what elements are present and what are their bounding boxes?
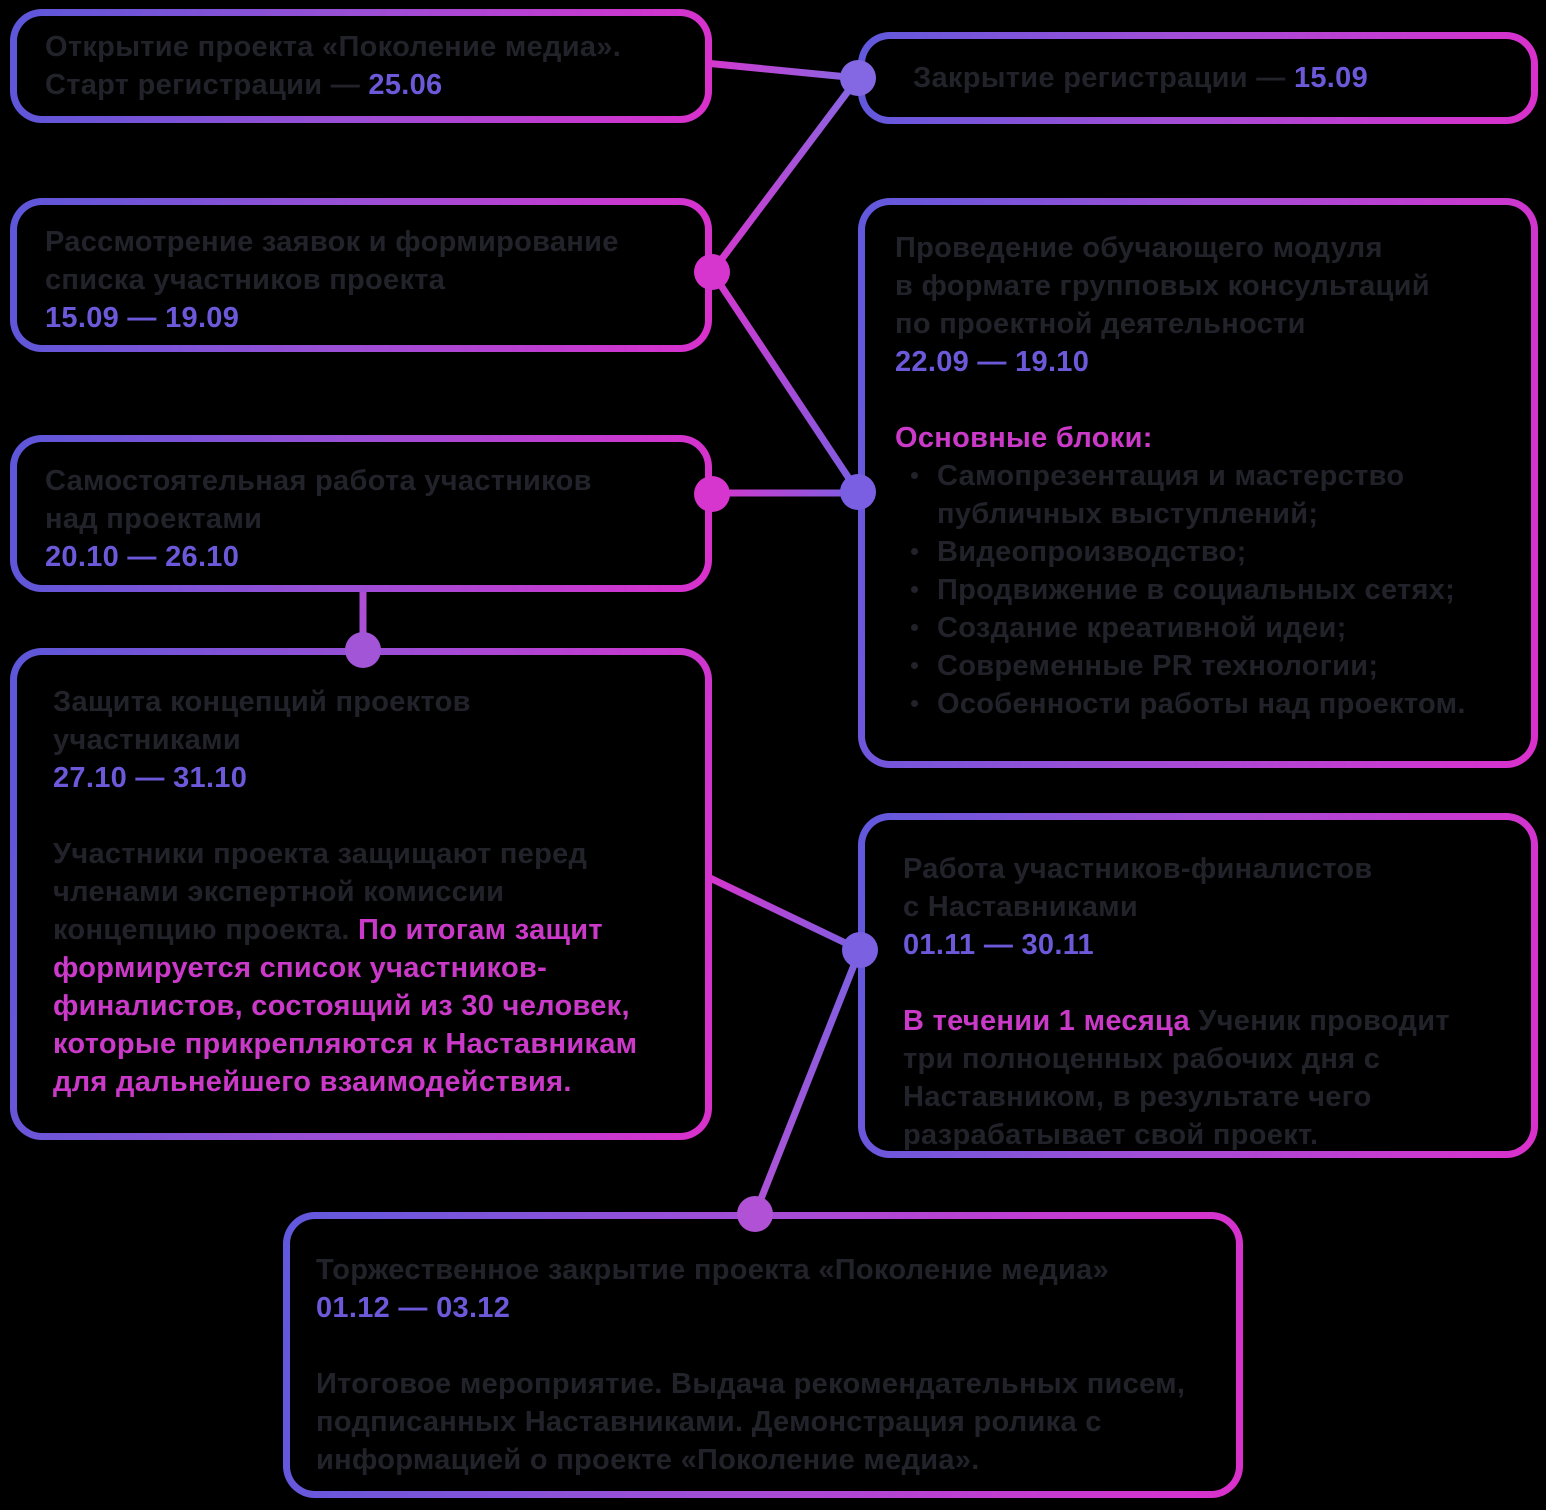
- stage-description: [53, 835, 669, 1101]
- block-item: Продвижение в социальных сетях;: [937, 571, 1501, 609]
- stage-title-line2: списка участников проекта: [45, 264, 446, 296]
- connector-line: [705, 63, 858, 78]
- connector-node: [840, 60, 876, 96]
- connector-line: [710, 878, 860, 950]
- description-plain: Ученик проводит три полноценных рабочих дня с Наставником, в результате чего разрабатывает свой проект.: [903, 1005, 1450, 1151]
- stage-card-mentors: [858, 813, 1538, 1158]
- stage-card-training: [858, 198, 1538, 768]
- stage-date: 25.06: [368, 69, 443, 101]
- stage-title: Открытие проекта «Поколение медиа».: [45, 31, 622, 63]
- stage-description: [903, 1002, 1493, 1154]
- connector-line: [712, 78, 858, 272]
- stage-title-line2: участниками: [53, 724, 241, 756]
- stage-card-independent-work: [10, 435, 712, 592]
- stage-title-line3: по проектной деятельности: [895, 308, 1306, 340]
- stage-title-line2: в формате групповых консультаций: [895, 270, 1430, 302]
- connector-line: [755, 950, 860, 1214]
- connector-node: [840, 474, 876, 510]
- stage-subtitle: [45, 66, 677, 104]
- block-item: Самопрезентация и мастерство публичных выступлений;: [937, 457, 1501, 533]
- stage-card-closing: [283, 1212, 1243, 1498]
- connector-node: [694, 254, 730, 290]
- description-highlight: В течении 1 месяца: [903, 1005, 1199, 1037]
- stage-date: 22.09 — 19.10: [895, 346, 1090, 378]
- stage-card-registration-close: [858, 32, 1538, 124]
- stage-card-review: [10, 198, 712, 352]
- stage-date: 27.10 — 31.10: [53, 762, 248, 794]
- stage-title: [913, 59, 1531, 97]
- block-item: Видеопроизводство;: [937, 533, 1501, 571]
- stage-title-line1: Защита концепций проектов: [53, 686, 471, 718]
- stage-title-line1: Рассмотрение заявок и формирование: [45, 226, 619, 258]
- block-item: Современные PR технологии;: [937, 647, 1501, 685]
- blocks-list: [895, 457, 1501, 723]
- stage-description: Итоговое мероприятие. Выдача рекомендательных писем, подписанных Наставниками. Демонстрация ролика с информацией о проекте «Поколение медиа».: [316, 1368, 1186, 1476]
- block-item: Особенности работы над проектом.: [937, 685, 1501, 723]
- stage-title-line2: с Наставниками: [903, 891, 1139, 923]
- stage-title: Торжественное закрытие проекта «Поколение медиа»: [316, 1254, 1110, 1286]
- stage-title-line2: над проектами: [45, 503, 263, 535]
- date-prefix: Старт регистрации —: [45, 69, 369, 101]
- stage-card-defense: [10, 648, 712, 1140]
- stage-date: 01.11 — 30.11: [903, 929, 1094, 961]
- stage-card-opening: [10, 9, 712, 123]
- connector-node: [842, 932, 878, 968]
- stage-date: 20.10 — 26.10: [45, 541, 240, 573]
- stage-date: 15.09: [1293, 62, 1369, 94]
- stage-title-line1: Самостоятельная работа участников: [45, 465, 592, 497]
- description-highlight: По итогам защит формируется список участников-финалистов, состоящий из 30 человек, которые прикрепляются к Наставникам для дальнейшего взаимодействия.: [53, 914, 638, 1098]
- title-text: Закрытие регистрации —: [913, 62, 1294, 94]
- block-item: Создание креативной идеи;: [937, 609, 1501, 647]
- blocks-title: Основные блоки:: [895, 422, 1153, 454]
- connector-node: [737, 1196, 773, 1232]
- connector-node: [345, 632, 381, 668]
- stage-title-line1: Проведение обучающего модуля: [895, 232, 1383, 264]
- connector-node: [694, 476, 730, 512]
- stage-date: 01.12 — 03.12: [316, 1292, 511, 1324]
- description-plain: Участники проекта защищают перед членами экспертной комиссии концепцию проекта.: [53, 838, 588, 946]
- stage-date: 15.09 — 19.09: [45, 302, 240, 334]
- connector-line: [712, 272, 858, 492]
- stage-title-line1: Работа участников-финалистов: [903, 853, 1373, 885]
